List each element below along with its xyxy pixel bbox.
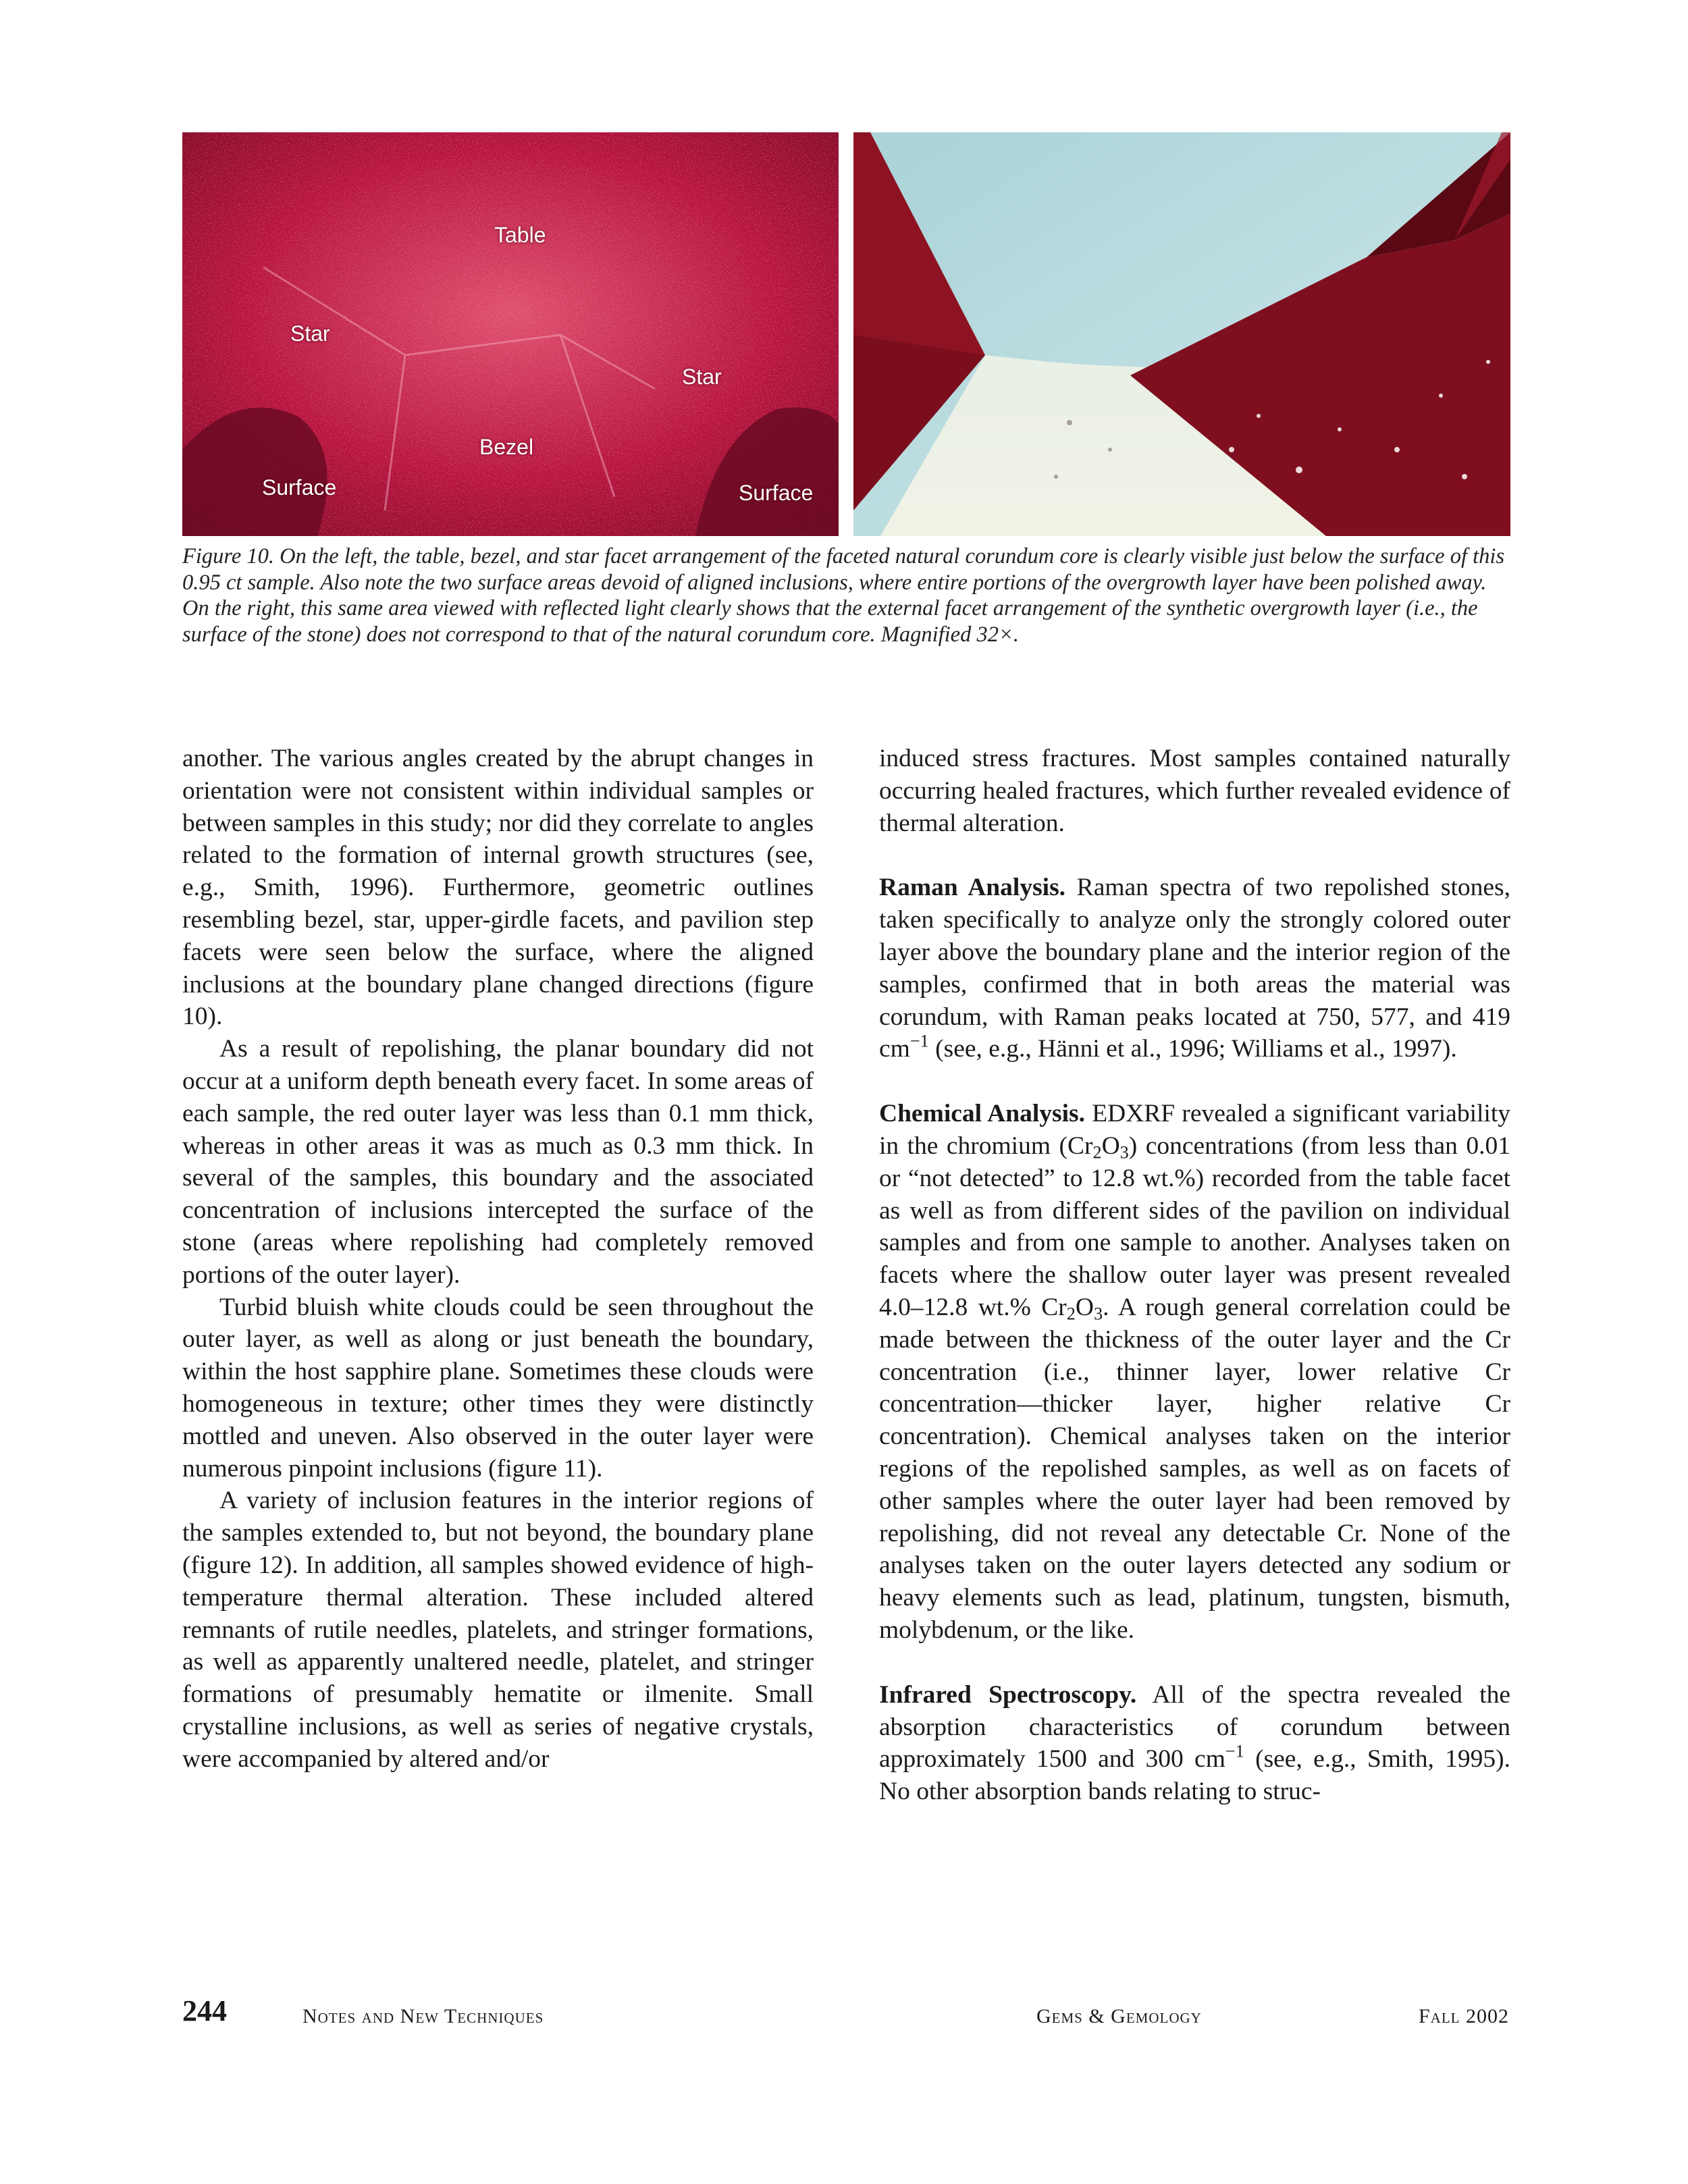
subscript: 3 xyxy=(1119,1142,1129,1163)
left-column xyxy=(182,743,814,1776)
label-star-right: Star xyxy=(682,365,722,389)
body-text: EDXRF revealed a significant variability in the chromium (Cr xyxy=(879,1100,1511,1160)
body-text: O xyxy=(1075,1293,1094,1321)
body-text: Raman spectra of two repolished stones, taken specifically to analyze only the strongly colored outer layer above the boundary plane and the interior region of the samples, confirmed that in both areas the material was corundum, with Raman peaks located at 750, 577, and 419 cm xyxy=(879,874,1510,1063)
superscript: −1 xyxy=(909,1031,929,1051)
infrared-section xyxy=(879,1679,1510,1808)
subscript: 2 xyxy=(1092,1142,1102,1163)
issue-date: Fall 2002 xyxy=(1418,2005,1509,2027)
body-text: ) concentrations (from less than 0.01 or “not detected” to 12.8 wt.%) recorded from the table facet as well as from different sides of the pavilion on individual samples and from one sample to another. Analyses taken on facets where the shallow outer layer was present revealed 4.0–12.8 wt.% Cr xyxy=(879,1131,1510,1321)
label-table: Table xyxy=(494,223,546,247)
figure-10-left-photo xyxy=(182,132,839,536)
superscript: −1 xyxy=(1225,1741,1244,1761)
paragraph: Turbid bluish white clouds could be seen throughout the outer layer, as well as along or just beneath the boundary, within the host sapphire plane. Sometimes these clouds were homogeneous in texture; other times they were distinctly mottled and uneven. Also observed in the outer layer were numerous pinpoint inclusions (figure 11). xyxy=(182,1293,814,1483)
body-text: O xyxy=(1101,1131,1120,1160)
paragraph: As a result of repolishing, the planar boundary did not occur at a uniform depth beneath every facet. In some areas of each sample, the red outer layer was less than 0.1 mm thick, whereas in other areas it was as much as 0.3 mm thick. In several of the samples, this boundary and the associated concentration of inclusions intercepted the surface of the stone (areas where repolishing had completely removed portions of the outer layer). xyxy=(182,1035,814,1289)
right-photo-graphic xyxy=(853,132,1510,536)
body-text: (see, e.g., Hänni et al., 1996; Williams et al., 1997). xyxy=(928,1035,1457,1063)
body-text: . A rough general correlation could be made between the thickness of the outer layer and the Cr concentration (i.e., thinner layer, lower relative Cr concentration—thicker layer, higher relative Cr concentration). Chemical analyses taken on the interior regions of the repolished samples, as well as on facets of other samples where the outer layer had been removed by repolishing, did not reveal any detectable Cr. None of the analyses taken on the outer layers detected any sodium or heavy elements such as lead, platinum, tungsten, bismuth, molybdenum, or the like. xyxy=(879,1293,1510,1644)
label-surface-right: Surface xyxy=(739,481,814,505)
chemical-section xyxy=(879,1098,1510,1647)
right-column xyxy=(879,743,1510,1808)
journal-name: Gems & Gemology xyxy=(1036,2005,1202,2027)
paragraph: another. The various angles created by the abrupt changes in orientation were not consistent within individual samples or between samples in this study; nor did they correlate to angles related to the formation of internal growth structures (see, e.g., Smith, 1996). Furthermore, geometric outlines resembling bezel, star, upper-girdle facets, and pavilion step facets were seen below the surface, where the aligned inclusions at the boundary plane changed directions (figure 10). xyxy=(182,745,814,1031)
raman-section xyxy=(879,872,1510,1065)
label-star-left: Star xyxy=(290,321,330,346)
section-heading: Raman Analysis. xyxy=(879,874,1066,902)
section-heading: Infrared Spectroscopy. xyxy=(879,1680,1137,1709)
page-footer xyxy=(182,1996,1509,2028)
section-heading: Chemical Analysis. xyxy=(879,1100,1086,1128)
body-text: (see, e.g., Smith, 1995). No other absorption bands relating to struc- xyxy=(879,1745,1510,1806)
subscript: 2 xyxy=(1066,1304,1076,1324)
page-number: 244 xyxy=(182,1994,227,2027)
figure-caption: Figure 10. On the left, the table, bezel, and star facet arrangement of the faceted natural corundum core is clearly visible just below the surface of this 0.95 ct sample. Also note the two surface areas devoid of aligned inclusions, where entire portions of the overgrowth layer have been polished away. On the right, this same area viewed with reflected light clearly shows that the external facet arrangement of the synthetic overgrowth layer (i.e., the surface of the stone) does not correspond to that of the natural corundum core. Magnified 32×. xyxy=(182,544,1505,647)
figure-10-right-photo xyxy=(853,132,1510,536)
subscript: 3 xyxy=(1093,1304,1103,1324)
paragraph: induced stress fractures. Most samples contained naturally occurring healed fractures, which further revealed evidence of thermal alteration. xyxy=(879,745,1510,837)
paragraph: A variety of inclusion features in the interior regions of the samples extended to, but not beyond, the boundary plane (figure 12). In addition, all samples showed evidence of high-temperature thermal alteration. These included altered remnants of rutile needles, platelets, and stringer formations, as well as apparently unaltered needle, platelet, and stringer formations of presumably hematite or ilmenite. Small crystalline inclusions, as well as series of negative crystals, were accompanied by altered and/or xyxy=(182,1487,814,1773)
running-section-title: Notes and New Techniques xyxy=(302,2005,544,2027)
label-surface-left: Surface xyxy=(262,475,337,500)
label-bezel: Bezel xyxy=(479,435,534,459)
body-text: All of the spectra revealed the absorption characteristics of corundum between approximately 1500 and 300 cm xyxy=(879,1680,1510,1774)
